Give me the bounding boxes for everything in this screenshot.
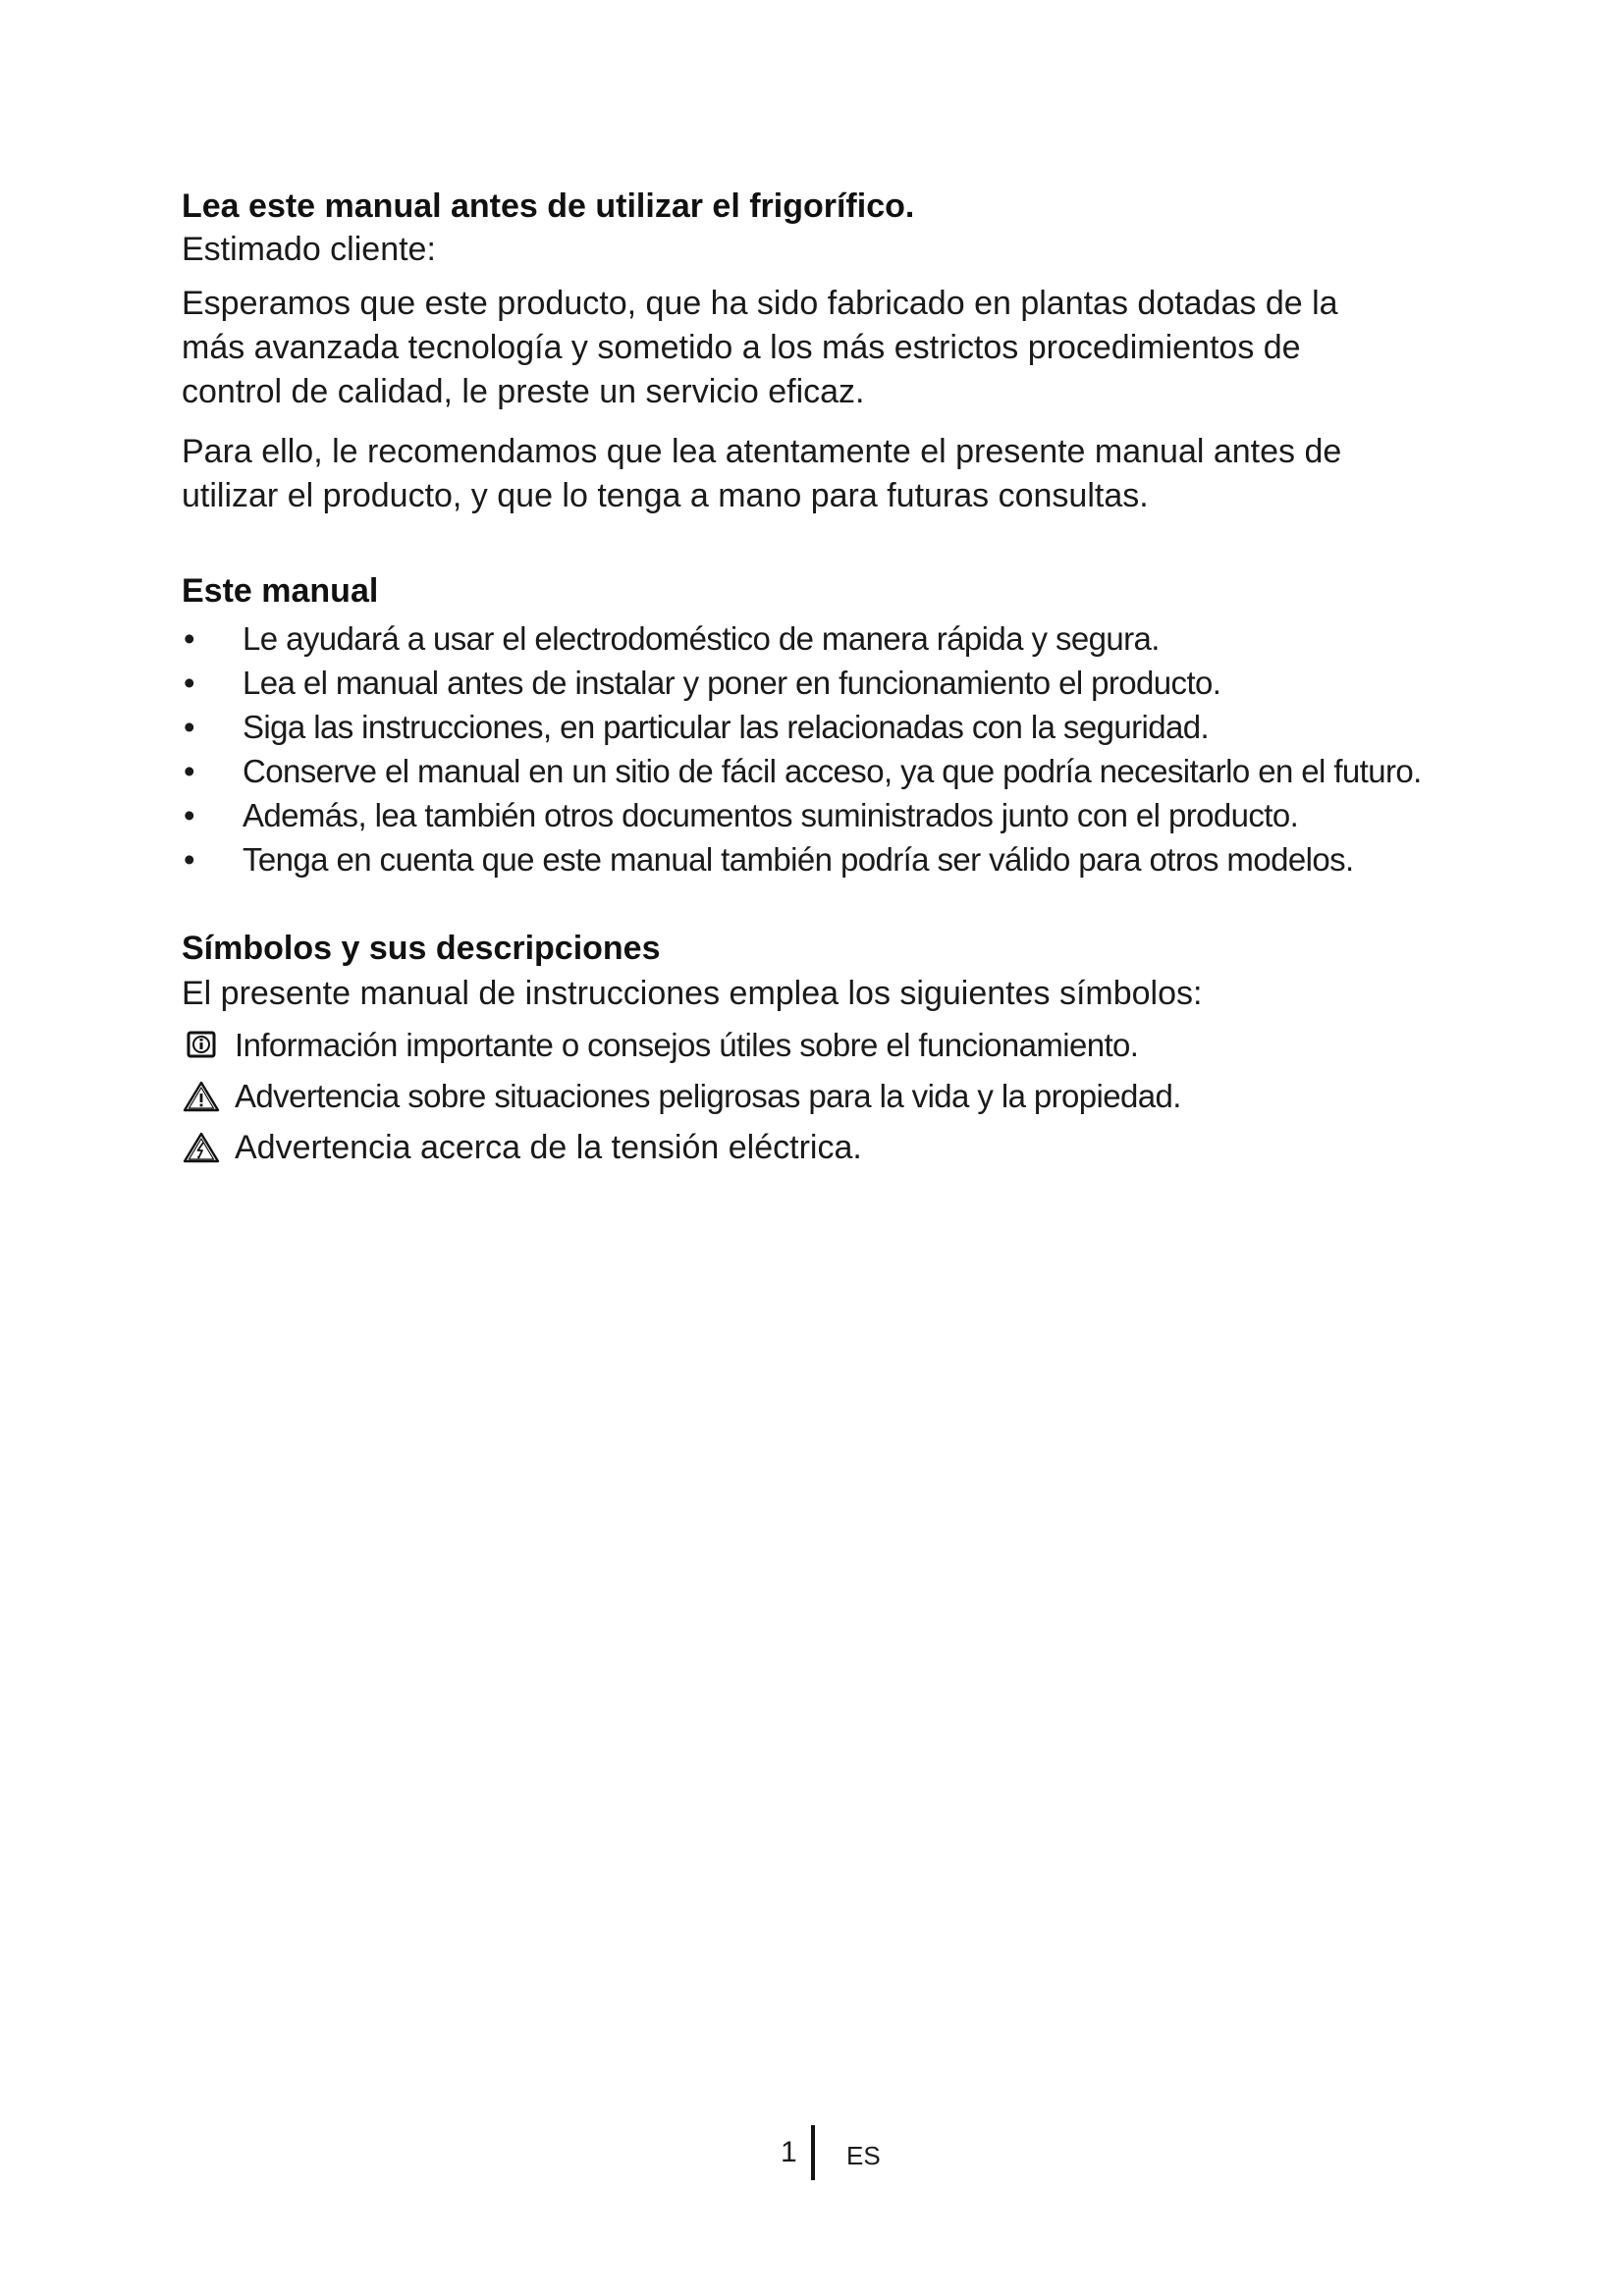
symbols-section-heading: Símbolos y sus descripciones (182, 930, 661, 967)
list-item-text: Tenga en cuenta que este manual también podría ser válido para otros modelos. (243, 841, 1354, 878)
symbol-description: Advertencia acerca de la tensión eléctrica. (235, 1129, 862, 1166)
bullet-icon: • (184, 620, 195, 657)
electric-warning-icon (182, 1128, 221, 1167)
symbols-intro: El presente manual de instrucciones emplea los siguientes símbolos: (182, 975, 1203, 1012)
symbol-description: Información importante o consejos útiles sobre el funcionamiento. (235, 1027, 1139, 1063)
list-item-text: Lea el manual antes de instalar y poner en funcionamiento el producto. (243, 665, 1221, 701)
list-item-text: Conserve el manual en un sitio de fácil acceso, ya que podría necesitarlo en el futuro. (243, 753, 1422, 789)
bullet-icon: • (184, 665, 195, 701)
footer-divider (811, 2125, 815, 2180)
bullet-icon: • (184, 841, 195, 878)
list-item-text: Le ayudará a usar el electrodoméstico de manera rápida y segura. (243, 620, 1160, 657)
symbol-row-electric-warning (182, 1126, 1537, 1169)
language-code: ES (846, 2141, 881, 2170)
page-content (182, 185, 1537, 1169)
list-item (182, 837, 1537, 881)
warning-icon (182, 1077, 221, 1116)
list-item (182, 616, 1537, 661)
list-item (182, 793, 1537, 837)
symbol-row-warning (182, 1075, 1537, 1118)
bullet-icon: • (184, 753, 195, 789)
main-heading: Lea este manual antes de utilizar el frigorífico. (182, 187, 915, 225)
page-number: 1 (781, 2136, 797, 2168)
symbol-description: Advertencia sobre situaciones peligrosas para la vida y la propiedad. (235, 1078, 1181, 1114)
info-icon (182, 1026, 221, 1065)
intro-paragraph: Esperamos que este producto, que ha sido fabricado en plantas dotadas de la más avanzada tecnología y sometido a los más estrictos procedimientos de control de calidad, le preste un servicio eficaz. (182, 285, 1338, 410)
manual-bullet-list (182, 616, 1537, 881)
bullet-icon: • (184, 797, 195, 833)
greeting: Estimado cliente: (182, 231, 436, 268)
list-item (182, 749, 1537, 793)
page-footer (0, 2125, 1624, 2184)
list-item-text: Siga las instrucciones, en particular las relacionadas con la seguridad. (243, 709, 1210, 745)
symbol-row-info (182, 1024, 1537, 1067)
bullet-icon: • (184, 709, 195, 745)
list-item (182, 705, 1537, 749)
manual-section-heading: Este manual (182, 572, 379, 610)
list-item-text: Además, lea también otros documentos suministrados junto con el producto. (243, 797, 1299, 833)
recommendation-paragraph: Para ello, le recomendamos que lea atentamente el presente manual antes de utilizar el producto, y que lo tenga a mano para futuras consultas. (182, 433, 1342, 514)
list-item (182, 661, 1537, 705)
